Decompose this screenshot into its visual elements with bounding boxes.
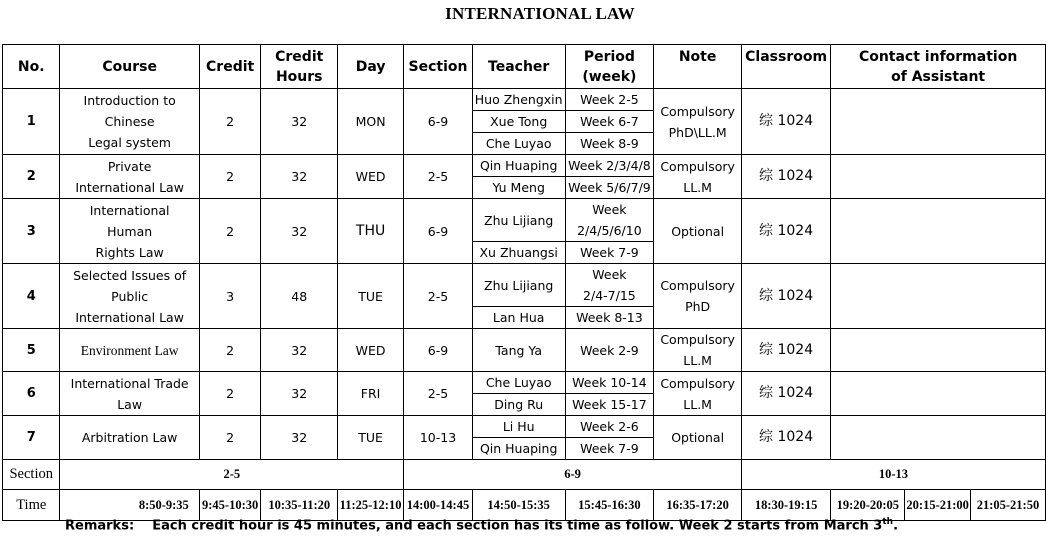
section-group: 10-13 — [741, 460, 1045, 490]
period-line1: Week — [592, 267, 627, 282]
course-name-line2: Rights Law — [95, 244, 164, 260]
period: Week 2-6 — [565, 416, 654, 438]
note — [654, 329, 742, 372]
note: Optional — [654, 416, 742, 460]
day: WED — [338, 155, 404, 199]
teacher: Li Hu — [472, 416, 565, 438]
day: MON — [338, 89, 404, 155]
schedule-table — [2, 44, 1046, 521]
teacher: Qin Huaping — [472, 438, 565, 460]
period: Week 8-9 — [565, 133, 654, 155]
table-row — [3, 329, 1046, 372]
teacher: Yu Meng — [472, 177, 565, 199]
time-row-label: Time — [3, 490, 60, 521]
day: TUE — [338, 264, 404, 329]
table-row — [3, 155, 1046, 177]
header-credit-hours — [261, 45, 338, 89]
section: 6-9 — [404, 89, 473, 155]
time-slot: 14:50-15:35 — [472, 490, 565, 521]
section: 6-9 — [404, 199, 473, 264]
credit-hours: 32 — [261, 372, 338, 416]
note — [654, 89, 742, 155]
table-row — [3, 416, 1046, 438]
period: Week 2-9 — [565, 329, 654, 372]
time-slot: 8:50-9:35 — [60, 490, 199, 521]
section-row-label: Section — [3, 460, 60, 490]
assistant-contact — [831, 264, 1046, 329]
note-line1: Compulsory — [660, 158, 735, 174]
assistant-contact — [831, 329, 1046, 372]
remarks — [65, 517, 898, 533]
classroom: 综 1024 — [741, 329, 830, 372]
time-slot: 9:45-10:30 — [199, 490, 261, 521]
classroom: 综 1024 — [741, 264, 830, 329]
period-line2: 2/4-7/15 — [583, 288, 636, 303]
period: Week 2/3/4/8 — [565, 155, 654, 177]
period: Week 2-5 — [565, 89, 654, 111]
assistant-contact — [831, 199, 1046, 264]
course-name-line1: International Human — [89, 202, 170, 239]
note-line2: LL.M — [683, 179, 712, 195]
credit-hours: 32 — [261, 329, 338, 372]
time-slot: 20:15-21:00 — [905, 490, 971, 521]
section-row — [3, 460, 1046, 490]
note-line2: PhD\LL.M — [668, 124, 727, 140]
teacher: Huo Zhengxin — [472, 89, 565, 111]
course-name-line1: Introduction to Chinese — [83, 93, 176, 129]
teacher: Zhu Lijiang — [472, 264, 565, 307]
day: FRI — [338, 372, 404, 416]
note-line1: Compulsory — [660, 103, 735, 119]
credit-hours: 48 — [261, 264, 338, 329]
period: Week 15-17 — [565, 394, 654, 416]
teacher: Ding Ru — [472, 394, 565, 416]
period — [565, 199, 654, 242]
time-slot: 19:20-20:05 — [831, 490, 905, 521]
section: 2-5 — [404, 264, 473, 329]
header-contact-line2: of Assistant — [891, 68, 986, 85]
remarks-text: Each credit hour is 45 minutes, and each section has its time as follow. Week 2 starts from March 3 — [152, 518, 883, 534]
classroom: 综 1024 — [741, 89, 830, 155]
credit: 2 — [199, 416, 261, 460]
period: Week 7-9 — [565, 438, 654, 460]
row-number: 7 — [3, 416, 60, 460]
teacher: Zhu Lijiang — [472, 199, 565, 242]
assistant-contact — [831, 155, 1046, 199]
credit-hours: 32 — [261, 199, 338, 264]
row-number: 2 — [3, 155, 60, 199]
time-slot: 14:00-14:45 — [404, 490, 473, 521]
credit: 2 — [199, 329, 261, 372]
header-credit: Credit — [199, 45, 261, 89]
header-course: Course — [60, 45, 199, 89]
header-credit-hours-line2: Hours — [275, 68, 323, 85]
course-name — [60, 264, 199, 329]
teacher: Che Luyao — [472, 372, 565, 394]
credit-hours: 32 — [261, 89, 338, 155]
credit-hours: 32 — [261, 416, 338, 460]
header-row — [3, 45, 1046, 89]
header-no: No. — [3, 45, 60, 89]
document-title: INTERNATIONAL LAW — [445, 4, 635, 23]
course-name-line2: Legal system — [88, 135, 171, 150]
period: Week 10-14 — [565, 372, 654, 394]
period: Week 7-9 — [565, 242, 654, 264]
remarks-superscript: th — [882, 517, 894, 527]
credit: 3 — [199, 264, 261, 329]
course-name — [60, 89, 199, 155]
section: 2-5 — [404, 372, 473, 416]
note-line1: Compulsory — [660, 332, 735, 347]
table-row — [3, 199, 1046, 242]
time-slot: 21:05-21:50 — [970, 490, 1045, 521]
header-contact-line1: Contact information — [858, 48, 1018, 65]
table-row — [3, 372, 1046, 394]
section-group: 6-9 — [404, 460, 742, 490]
credit-hours: 32 — [261, 155, 338, 199]
header-teacher: Teacher — [472, 45, 565, 89]
time-slot: 16:35-17:20 — [654, 490, 742, 521]
header-day: Day — [338, 45, 404, 89]
header-classroom: Classroom — [741, 45, 830, 89]
note-line1: Compulsory — [660, 278, 735, 293]
classroom: 综 1024 — [741, 199, 830, 264]
note — [654, 264, 742, 329]
course-name-line1: Selected Issues of Public — [73, 267, 187, 304]
classroom: 综 1024 — [741, 416, 830, 460]
header-period-line2: (week) — [582, 68, 637, 85]
section-group: 2-5 — [60, 460, 404, 490]
note-line1: Compulsory — [660, 375, 735, 391]
section: 2-5 — [404, 155, 473, 199]
time-slot: 15:45-16:30 — [565, 490, 654, 521]
time-slot: 10:35-11:20 — [261, 490, 338, 521]
assistant-contact — [831, 89, 1046, 155]
table-row — [3, 89, 1046, 111]
course-name: Arbitration Law — [60, 416, 199, 460]
teacher: Qin Huaping — [472, 155, 565, 177]
teacher: Xu Zhuangsi — [472, 242, 565, 264]
course-name: Private International Law — [60, 155, 199, 199]
teacher: Tang Ya — [472, 329, 565, 372]
header-period — [565, 45, 654, 89]
course-name: Environment Law — [60, 329, 199, 372]
period: Week 6-7 — [565, 111, 654, 133]
note-line2: LL.M — [683, 353, 712, 368]
header-contact — [831, 45, 1046, 89]
period: Week 5/6/7/9 — [565, 177, 654, 199]
header-section: Section — [404, 45, 473, 89]
remarks-suffix: . — [893, 518, 899, 534]
row-number: 4 — [3, 264, 60, 329]
remarks-prefix: Remarks: — [65, 518, 135, 534]
note-line2: PhD — [685, 299, 711, 314]
note — [654, 155, 742, 199]
header-period-line1: Period — [583, 48, 635, 65]
note-line2: LL.M — [683, 396, 712, 412]
row-number: 5 — [3, 329, 60, 372]
time-slot: 18:30-19:15 — [741, 490, 830, 521]
header-note: Note — [654, 45, 742, 89]
teacher: Xue Tong — [472, 111, 565, 133]
teacher: Che Luyao — [472, 133, 565, 155]
teacher: Lan Hua — [472, 307, 565, 329]
period: Week 8-13 — [565, 307, 654, 329]
day: THU — [338, 199, 404, 264]
day: TUE — [338, 416, 404, 460]
assistant-contact — [831, 372, 1046, 416]
header-credit-hours-line1: Credit — [275, 48, 324, 65]
section: 6-9 — [404, 329, 473, 372]
row-number: 3 — [3, 199, 60, 264]
period — [565, 264, 654, 307]
note — [654, 372, 742, 416]
day: WED — [338, 329, 404, 372]
note: Optional — [654, 199, 742, 264]
period-line2: 2/4/5/6/10 — [577, 223, 642, 238]
credit: 2 — [199, 199, 261, 264]
credit: 2 — [199, 155, 261, 199]
assistant-contact — [831, 416, 1046, 460]
time-row — [3, 490, 1046, 521]
credit: 2 — [199, 372, 261, 416]
period-line1: Week — [592, 202, 627, 217]
course-name — [60, 199, 199, 264]
credit: 2 — [199, 89, 261, 155]
row-number: 1 — [3, 89, 60, 155]
table-row — [3, 264, 1046, 307]
section: 10-13 — [404, 416, 473, 460]
row-number: 6 — [3, 372, 60, 416]
course-name-line2: International Law — [75, 309, 184, 325]
time-slot: 11:25-12:10 — [338, 490, 404, 521]
classroom: 综 1024 — [741, 155, 830, 199]
classroom: 综 1024 — [741, 372, 830, 416]
course-name: International Trade Law — [60, 372, 199, 416]
